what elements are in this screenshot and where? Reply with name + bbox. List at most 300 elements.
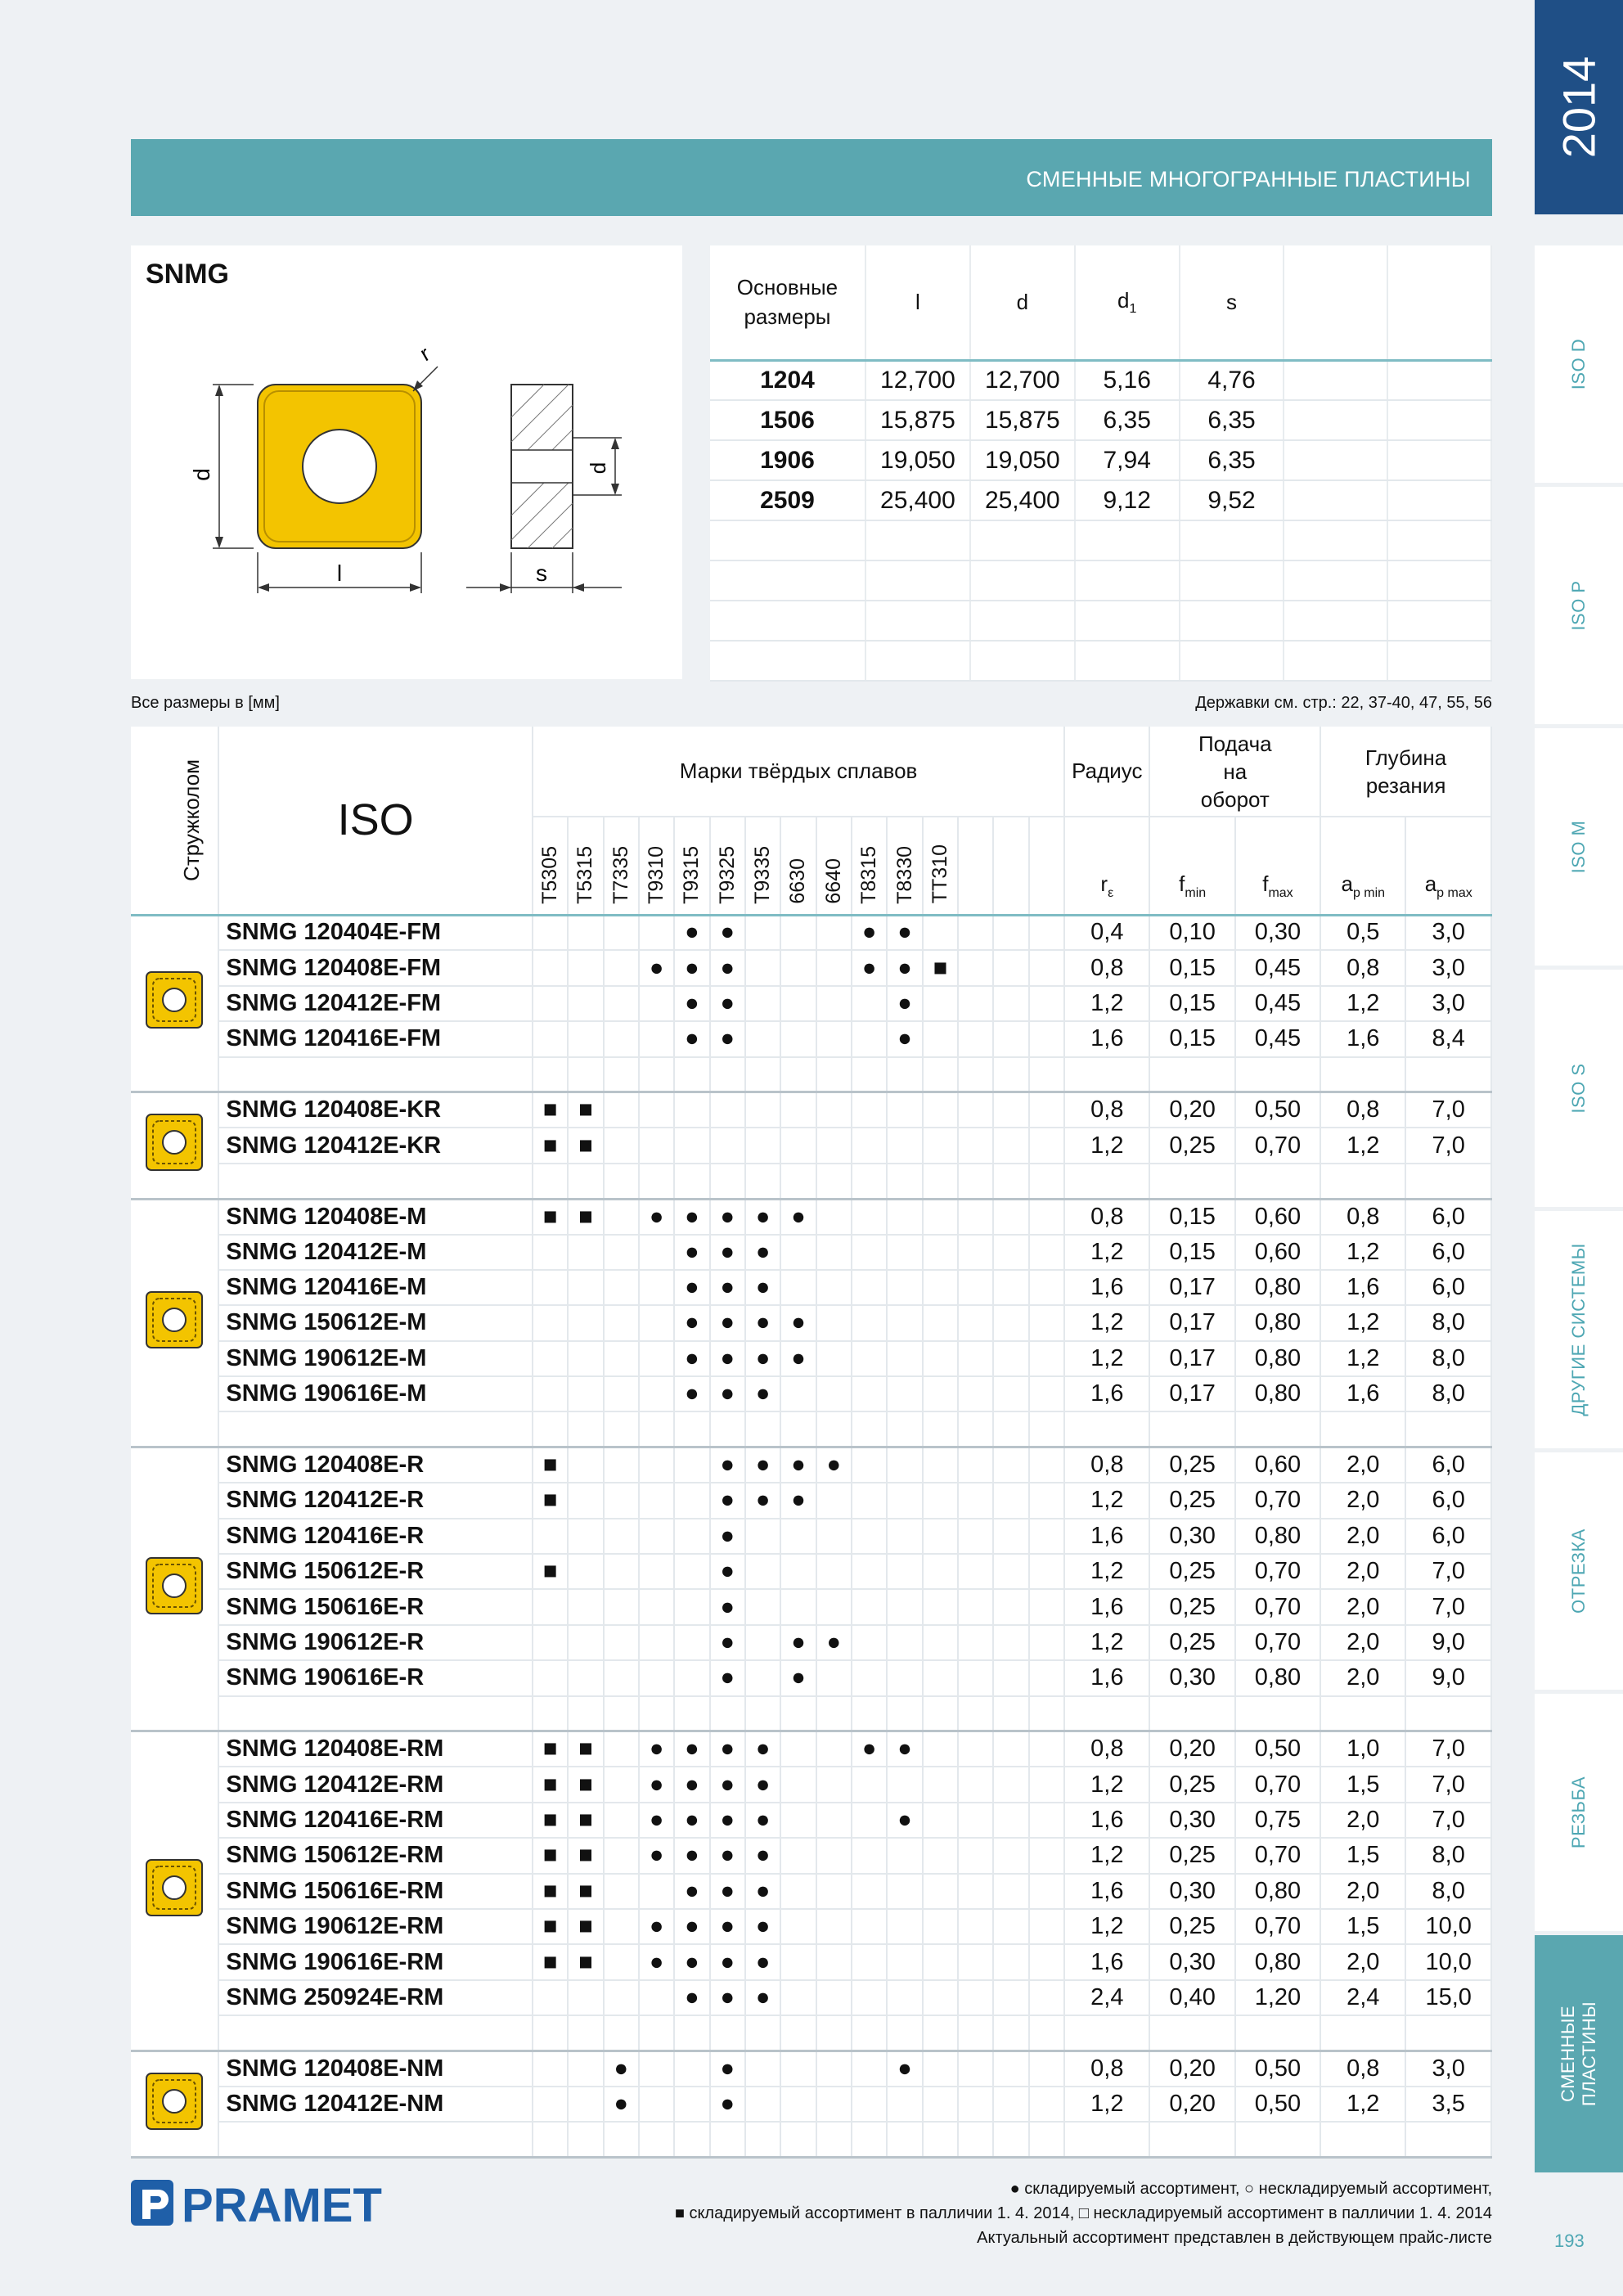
grade-availability [639, 915, 674, 950]
cutting-param: 1,2 [1320, 1128, 1405, 1163]
dim-value: 9,12 [1075, 480, 1180, 520]
cutting-param: 0,45 [1235, 1021, 1320, 1056]
grade-availability [993, 1589, 1028, 1624]
cutting-param: 0,60 [1235, 1235, 1320, 1270]
dim-empty-cell [1387, 560, 1491, 601]
grade-availability [639, 1092, 674, 1128]
group-spacer-row [131, 1411, 1491, 1447]
grade-availability [604, 950, 639, 985]
grade-availability [993, 1909, 1028, 1944]
chipbreaker-icon [131, 915, 218, 1092]
grade-availability [923, 1270, 958, 1305]
grade-availability: ● [674, 986, 709, 1021]
holders-note: Державки см. стр.: 22, 37-40, 47, 55, 56 [1195, 694, 1492, 712]
grade-availability [852, 1128, 887, 1163]
insert-designation[interactable]: SNMG 150612E-RM [218, 1838, 533, 1873]
grade-availability [674, 1128, 709, 1163]
insert-designation[interactable]: SNMG 120416E-RM [218, 1803, 533, 1838]
grade-availability: ● [674, 1803, 709, 1838]
grade-availability [923, 986, 958, 1021]
cutting-param: 2,0 [1320, 1944, 1405, 1979]
spacer-cell [218, 1696, 533, 1731]
cutting-param: 0,45 [1235, 950, 1320, 985]
insert-designation[interactable]: SNMG 250924E-RM [218, 1980, 533, 2015]
grade-availability [1029, 1270, 1064, 1305]
grade-availability [958, 1092, 993, 1128]
cutting-param: 0,5 [1320, 915, 1405, 950]
grade-availability [568, 1021, 603, 1056]
grade-availability: ● [710, 1554, 745, 1589]
grade-availability: ● [745, 1270, 780, 1305]
grade-availability [1029, 1554, 1064, 1589]
spacer-cell [852, 1057, 887, 1092]
grade-availability [568, 1980, 603, 2015]
insert-designation[interactable]: SNMG 120408E-RM [218, 1731, 533, 1767]
insert-designation[interactable]: SNMG 120412E-KR [218, 1128, 533, 1163]
spacer-cell [993, 1164, 1028, 1199]
cutting-param: 0,25 [1149, 1128, 1234, 1163]
grade-availability [852, 1874, 887, 1909]
dim-header-main: Основные размеры [710, 245, 865, 360]
dimensions-row [710, 480, 1491, 520]
cutting-param: 0,25 [1149, 1483, 1234, 1518]
insert-designation[interactable]: SNMG 190612E-RM [218, 1909, 533, 1944]
pramet-logo [131, 2177, 401, 2233]
grade-availability [923, 1767, 958, 1802]
grade-availability [816, 1128, 852, 1163]
grade-availability [780, 1554, 816, 1589]
grade-availability: ● [710, 1660, 745, 1695]
insert-designation[interactable]: SNMG 120412E-FM [218, 986, 533, 1021]
grade-availability [887, 1767, 922, 1802]
spacer-cell [852, 1411, 887, 1447]
cutting-param: 0,17 [1149, 1305, 1234, 1340]
grade-availability [816, 1199, 852, 1234]
cutting-param: 6,0 [1405, 1447, 1491, 1483]
insert-designation[interactable]: SNMG 190612E-M [218, 1341, 533, 1376]
grade-availability: ■ [533, 1483, 568, 1518]
grade-availability [604, 1874, 639, 1909]
grade-availability [816, 1092, 852, 1128]
cutting-param: 1,5 [1320, 1838, 1405, 1873]
grade-availability [887, 1660, 922, 1695]
cutting-param: 1,2 [1320, 1305, 1405, 1340]
dim-empty-cell [710, 601, 865, 641]
tab-parting[interactable] [1535, 1452, 1623, 1690]
cutting-param: 3,0 [1405, 2051, 1491, 2087]
cutting-param: 2,4 [1320, 1980, 1405, 2015]
grade-availability [604, 1483, 639, 1518]
insert-designation[interactable]: SNMG 120412E-RM [218, 1767, 533, 1802]
grade-availability [533, 2087, 568, 2122]
insert-designation[interactable]: SNMG 120408E-KR [218, 1092, 533, 1128]
spacer-cell [639, 1411, 674, 1447]
cutting-param: 1,2 [1064, 1909, 1149, 1944]
grade-availability: ● [710, 1803, 745, 1838]
label-r: r [416, 340, 434, 367]
grade-availability [533, 1519, 568, 1554]
dim-empty-cell [1284, 400, 1387, 440]
cutting-param: 2,0 [1320, 1554, 1405, 1589]
grade-availability [993, 1874, 1028, 1909]
dim-value: 9,52 [1180, 480, 1284, 520]
insert-designation[interactable]: SNMG 190616E-M [218, 1376, 533, 1411]
table-row [131, 2051, 1491, 2087]
tab-iso-m[interactable] [1535, 728, 1623, 966]
grade-availability [816, 1270, 852, 1305]
grade-availability [780, 1092, 816, 1128]
dim-size-code: 2509 [710, 480, 865, 520]
dim-empty-cell [1075, 641, 1180, 681]
grade-availability: ● [852, 1731, 887, 1767]
table-row [131, 986, 1491, 1021]
dim-empty-cell [710, 560, 865, 601]
spacer-cell [887, 1164, 922, 1199]
grade-availability [923, 1341, 958, 1376]
spacer-cell [993, 1696, 1028, 1731]
spacer-cell [674, 1164, 709, 1199]
spacer-cell [816, 1164, 852, 1199]
grade-availability [958, 1376, 993, 1411]
grade-availability [639, 1589, 674, 1624]
tab-label: РЕЗЬБА [1568, 1776, 1589, 1849]
cutting-param: 1,2 [1064, 1483, 1149, 1518]
grade-availability: ■ [533, 1731, 568, 1767]
grade-availability [816, 1376, 852, 1411]
grade-header [958, 817, 993, 915]
grade-availability [604, 1235, 639, 1270]
cutting-param: 0,10 [1149, 915, 1234, 950]
insert-designation[interactable]: SNMG 120404E-FM [218, 915, 533, 950]
spacer-cell [816, 2122, 852, 2157]
insert-drawing [131, 245, 682, 679]
header-radius: Радиус [1064, 727, 1149, 817]
insert-designation[interactable]: SNMG 120408E-M [218, 1199, 533, 1234]
grade-availability [639, 1270, 674, 1305]
table-row [131, 1341, 1491, 1376]
tab-iso-p[interactable] [1535, 487, 1623, 724]
spacer-cell [958, 1164, 993, 1199]
grade-availability [852, 1519, 887, 1554]
grade-availability [780, 1519, 816, 1554]
grade-availability [852, 1341, 887, 1376]
grade-availability: ● [710, 1270, 745, 1305]
tab-iso-s[interactable] [1535, 970, 1623, 1207]
grade-availability [816, 1944, 852, 1979]
grade-availability: ● [780, 1447, 816, 1483]
grade-availability [604, 1554, 639, 1589]
grade-availability [604, 1731, 639, 1767]
grade-availability [1029, 1128, 1064, 1163]
header-grades: Марки твёрдых сплавов [533, 727, 1064, 817]
tab-threading[interactable] [1535, 1694, 1623, 1931]
spacer-cell [993, 2015, 1028, 2051]
grade-availability [923, 1803, 958, 1838]
spacer-cell [958, 2122, 993, 2157]
grade-availability [604, 986, 639, 1021]
grade-availability [639, 986, 674, 1021]
grade-availability [674, 1092, 709, 1128]
grade-availability: ● [887, 1731, 922, 1767]
grade-availability: ● [674, 1767, 709, 1802]
cutting-param: 2,0 [1320, 1447, 1405, 1483]
insert-designation[interactable]: SNMG 120412E-NM [218, 2087, 533, 2122]
grade-availability [604, 1341, 639, 1376]
spacer-cell [710, 2015, 745, 2051]
drawing-title: SNMG [146, 259, 229, 290]
table-row [131, 1660, 1491, 1695]
dim-empty-cell [1075, 560, 1180, 601]
spacer-cell [1235, 1164, 1320, 1199]
spacer-cell [533, 1057, 568, 1092]
insert-designation[interactable]: SNMG 120416E-FM [218, 1021, 533, 1056]
dim-value: 12,700 [970, 360, 1075, 400]
spacer-cell [923, 2122, 958, 2157]
cutting-param: 0,25 [1149, 1767, 1234, 1802]
header-chipbreaker: Стружколом [131, 727, 218, 915]
grade-availability [852, 1625, 887, 1660]
grade-availability: ■ [923, 950, 958, 985]
cutting-param: 15,0 [1405, 1980, 1491, 2015]
cutting-param: 6,0 [1405, 1519, 1491, 1554]
grade-availability [993, 1092, 1028, 1128]
spacer-cell [923, 1057, 958, 1092]
grade-availability: ● [887, 1021, 922, 1056]
grade-availability [639, 1305, 674, 1340]
insert-designation[interactable]: SNMG 150616E-RM [218, 1874, 533, 1909]
grade-availability [639, 2087, 674, 2122]
grade-availability [745, 2087, 780, 2122]
grade-availability [887, 1341, 922, 1376]
grade-availability: ● [710, 1767, 745, 1802]
cutting-param: 10,0 [1405, 1909, 1491, 1944]
grade-availability [1029, 1305, 1064, 1340]
insert-designation[interactable]: SNMG 190616E-RM [218, 1944, 533, 1979]
grade-availability [993, 1021, 1028, 1056]
spacer-cell [568, 1164, 603, 1199]
spacer-cell [780, 1696, 816, 1731]
dim-empty-cell [1387, 360, 1491, 400]
grade-availability [780, 2051, 816, 2087]
grade-availability [745, 986, 780, 1021]
insert-designation[interactable]: SNMG 150612E-R [218, 1554, 533, 1589]
cutting-param: 9,0 [1405, 1660, 1491, 1695]
dim-empty-cell [1180, 560, 1284, 601]
insert-designation[interactable]: SNMG 150612E-M [218, 1305, 533, 1340]
cutting-param: 0,80 [1235, 1270, 1320, 1305]
tab-label: ISO M [1568, 820, 1589, 874]
cutting-param: 8,0 [1405, 1341, 1491, 1376]
grade-availability [816, 2051, 852, 2087]
insert-designation[interactable]: SNMG 190612E-R [218, 1625, 533, 1660]
grade-availability [852, 1589, 887, 1624]
spacer-cell [639, 1696, 674, 1731]
inserts-table [131, 727, 1492, 2159]
grade-availability [568, 1341, 603, 1376]
dimensions-row [710, 400, 1491, 440]
grade-availability [639, 1625, 674, 1660]
dim-empty-cell [710, 641, 865, 681]
grade-availability [923, 1199, 958, 1234]
tab-label: ISO S [1568, 1063, 1589, 1114]
cutting-param: 2,0 [1320, 1874, 1405, 1909]
grade-availability: ■ [533, 1128, 568, 1163]
insert-designation[interactable]: SNMG 120408E-NM [218, 2051, 533, 2087]
grade-availability [958, 915, 993, 950]
grade-availability [816, 1519, 852, 1554]
spacer-cell [1149, 2015, 1234, 2051]
insert-designation[interactable]: SNMG 120408E-FM [218, 950, 533, 985]
grade-availability: ■ [533, 1803, 568, 1838]
spacer-cell [745, 1164, 780, 1199]
grade-availability [1029, 2051, 1064, 2087]
spacer-cell [1029, 1411, 1064, 1447]
spacer-cell [710, 1164, 745, 1199]
insert-designation[interactable]: SNMG 120408E-R [218, 1447, 533, 1483]
grade-availability [780, 1838, 816, 1873]
grade-availability [887, 1980, 922, 2015]
dim-empty-cell [970, 560, 1075, 601]
grade-availability [780, 1944, 816, 1979]
grade-availability: ■ [533, 1767, 568, 1802]
grade-availability [887, 1270, 922, 1305]
grade-availability: ■ [533, 1554, 568, 1589]
grade-availability [923, 1235, 958, 1270]
cutting-param: 3,0 [1405, 915, 1491, 950]
grade-availability: ● [674, 950, 709, 985]
param-header: $a_{p max}$ [1405, 817, 1491, 915]
grade-availability: ● [780, 1341, 816, 1376]
dimensions-row [710, 360, 1491, 400]
cutting-param: 0,4 [1064, 915, 1149, 950]
grade-availability: ● [745, 1731, 780, 1767]
cutting-param: 0,20 [1149, 1092, 1234, 1128]
grade-availability [887, 1376, 922, 1411]
grade-availability [1029, 915, 1064, 950]
grade-availability: ■ [568, 1092, 603, 1128]
param-header: $f_{min}$ [1149, 817, 1234, 915]
grade-availability: ● [710, 1589, 745, 1624]
grade-availability: ● [710, 1235, 745, 1270]
grade-availability [533, 1660, 568, 1695]
chipbreaker-icon [131, 1199, 218, 1447]
grade-availability: ● [674, 1235, 709, 1270]
cutting-param: 0,8 [1064, 2051, 1149, 2087]
table-row [131, 1803, 1491, 1838]
cutting-param: 1,6 [1064, 1270, 1149, 1305]
spacer-cell [1064, 2122, 1149, 2157]
insert-designation[interactable]: SNMG 120412E-R [218, 1483, 533, 1518]
grade-availability: ■ [568, 1199, 603, 1234]
table-row [131, 1838, 1491, 1873]
dim-empty-cell [1284, 360, 1387, 400]
grade-availability: ■ [568, 1909, 603, 1944]
cutting-param: 0,20 [1149, 2051, 1234, 2087]
spacer-cell [923, 2015, 958, 2051]
insert-designation[interactable]: SNMG 120416E-R [218, 1519, 533, 1554]
grade-availability [852, 1447, 887, 1483]
grade-availability [710, 1092, 745, 1128]
grade-availability [958, 1270, 993, 1305]
cutting-param: 1,2 [1064, 2087, 1149, 2122]
grade-availability [816, 1483, 852, 1518]
dim-empty-cell [1075, 601, 1180, 641]
insert-designation[interactable]: SNMG 190616E-R [218, 1660, 533, 1695]
spacer-cell [1029, 2015, 1064, 2051]
tab-other-systems[interactable] [1535, 1211, 1623, 1448]
grade-availability [923, 1376, 958, 1411]
spacer-cell [1029, 2122, 1064, 2157]
insert-designation[interactable]: SNMG 120416E-M [218, 1270, 533, 1305]
grade-availability [568, 1625, 603, 1660]
spacer-cell [993, 1057, 1028, 1092]
grade-availability: ● [674, 1731, 709, 1767]
grade-availability: ● [745, 1199, 780, 1234]
grade-availability [533, 1625, 568, 1660]
cutting-param: 0,25 [1149, 1447, 1234, 1483]
grade-availability [1029, 1980, 1064, 2015]
header-depth: Глубина резания [1320, 727, 1491, 817]
grade-availability [780, 1376, 816, 1411]
header-feed: Подача на оборот [1149, 727, 1320, 817]
grade-availability [958, 1874, 993, 1909]
grade-availability [993, 2087, 1028, 2122]
grade-availability: ■ [533, 1874, 568, 1909]
cutting-param: 1,2 [1064, 1767, 1149, 1802]
grade-availability [604, 1838, 639, 1873]
grade-availability: ● [639, 1909, 674, 1944]
group-spacer-row [131, 1057, 1491, 1092]
tab-inserts-active[interactable] [1535, 1935, 1623, 2172]
spacer-cell [604, 1164, 639, 1199]
grade-availability [568, 1554, 603, 1589]
spacer-cell [1405, 1411, 1491, 1447]
grade-availability: ● [639, 1944, 674, 1979]
grade-availability [639, 1376, 674, 1411]
grade-availability [852, 1376, 887, 1411]
spacer-cell [1235, 1411, 1320, 1447]
grade-availability [923, 1625, 958, 1660]
insert-designation[interactable]: SNMG 120412E-M [218, 1235, 533, 1270]
grade-availability: ● [852, 950, 887, 985]
grade-availability [816, 2087, 852, 2122]
grade-availability [816, 1874, 852, 1909]
cutting-param: 7,0 [1405, 1767, 1491, 1802]
insert-designation[interactable]: SNMG 150616E-R [218, 1589, 533, 1624]
grade-availability: ■ [568, 1128, 603, 1163]
grade-availability [852, 1092, 887, 1128]
table-row [131, 1625, 1491, 1660]
spacer-cell [745, 1696, 780, 1731]
grade-availability [816, 1305, 852, 1340]
table-row [131, 2087, 1491, 2122]
grade-availability [780, 1980, 816, 2015]
spacer-cell [852, 2015, 887, 2051]
dim-empty-cell [710, 520, 865, 560]
grade-availability [533, 1235, 568, 1270]
tab-iso-d[interactable] [1535, 245, 1623, 483]
grade-availability [816, 950, 852, 985]
dim-value: 25,400 [865, 480, 970, 520]
spacer-cell [1149, 1164, 1234, 1199]
spacer-cell [639, 2122, 674, 2157]
cutting-param: 0,60 [1235, 1447, 1320, 1483]
cutting-param: 0,8 [1064, 1092, 1149, 1128]
cutting-param: 3,0 [1405, 986, 1491, 1021]
grade-availability [887, 1128, 922, 1163]
grade-availability: ● [674, 1376, 709, 1411]
grade-availability [674, 2051, 709, 2087]
